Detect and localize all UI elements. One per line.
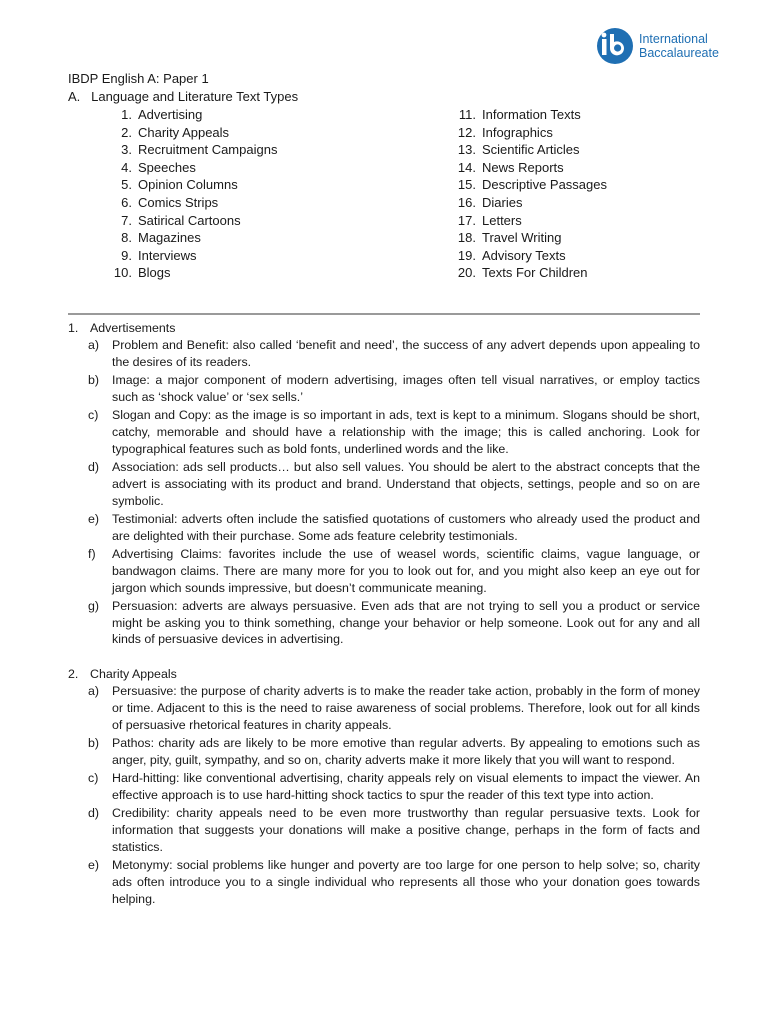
toc-label: Blogs xyxy=(138,265,171,281)
toc-label: Satirical Cartoons xyxy=(138,212,241,228)
ib-logo-wordmark xyxy=(639,32,719,60)
document-title: IBDP English A: Paper 1 xyxy=(68,71,209,86)
toc-num: 4. xyxy=(121,159,132,175)
list-text: Credibility: charity appeals need to be even more trustworthy than regular persuasive texts. Look for information that suggests your donations will make a positive change, perhaps in the form of facts and statistics. xyxy=(112,806,700,854)
toc-label: Charity Appeals xyxy=(138,124,230,140)
list-text: Problem and Benefit: also called ‘benefit and need’, the success of any advert depends upon appealing to the desires of its readers. xyxy=(112,337,700,369)
toc-item xyxy=(104,141,277,159)
toc-label: News Reports xyxy=(482,159,564,175)
toc-label: Magazines xyxy=(138,230,201,246)
toc-num: 18. xyxy=(457,230,476,246)
toc-item xyxy=(104,106,277,124)
list-marker: c) xyxy=(88,407,99,422)
section-title xyxy=(68,666,700,683)
section-title-text: Charity Appeals xyxy=(90,667,177,682)
section-number: 1. xyxy=(68,321,79,335)
toc-label: Advertising xyxy=(138,107,203,122)
toc-num: 8. xyxy=(121,230,132,246)
toc-num: 17. xyxy=(457,212,476,228)
list-text: Advertising Claims: favorites include the use of weasel words, scientific claims, vague language, or bandwagon claims. There are many more for you to look out for, and you might also keep an eye out for jargon which sounds impressive, but doesn’t communicate meaning. xyxy=(112,546,700,595)
list-marker: g) xyxy=(88,598,100,613)
list-text: Metonymy: social problems like hunger and poverty are too large for one person to help solve; so, charity ads often introduce you to a single individual who represents all those who your donation goes towards helping. xyxy=(112,858,700,906)
toc-item xyxy=(448,247,607,265)
toc-item xyxy=(104,229,277,247)
logo-line-1: International xyxy=(639,32,708,46)
toc-item xyxy=(104,194,277,212)
document-header xyxy=(68,70,298,105)
toc-item xyxy=(104,124,277,142)
toc-label: Texts For Children xyxy=(482,265,588,281)
list-marker: b) xyxy=(88,372,100,387)
toc-label: Interviews xyxy=(138,247,197,263)
ib-logo-icon xyxy=(594,26,636,66)
toc-label: Opinion Columns xyxy=(138,177,238,193)
list-item xyxy=(88,372,700,406)
list-text: Slogan and Copy: as the image is so important in ads, text is kept to a minimum. Slogans should be short, catchy, memorable and should have a relationship with the image; this is called anchoring. Look for typographical features such as bold fonts, underlined words and the like. xyxy=(112,407,700,456)
toc-num: 7. xyxy=(121,212,132,228)
toc-label: Scientific Articles xyxy=(482,142,580,158)
section-heading: A. Language and Literature Text Types xyxy=(68,88,299,104)
toc-label: Recruitment Campaigns xyxy=(138,142,278,158)
toc-num: 20. xyxy=(457,265,476,281)
list-item xyxy=(88,598,700,649)
toc-num: 2. xyxy=(121,124,132,140)
list-item xyxy=(88,407,700,458)
list-marker: b) xyxy=(88,736,100,751)
list-text: Pathos: charity ads are likely to be more emotive than regular adverts. By appealing to emotions such as anger, pity, guilt, sympathy, and so on, charity adverts make it more likely that you will want to respond. xyxy=(112,736,700,768)
toc-label: Information Texts xyxy=(482,107,581,122)
point-list xyxy=(88,337,700,648)
toc-item xyxy=(448,264,607,282)
toc-item xyxy=(448,176,607,194)
toc-num: 14. xyxy=(457,159,476,175)
section-number: 2. xyxy=(68,667,79,682)
list-item xyxy=(88,857,700,908)
toc-item xyxy=(448,124,607,142)
toc-num: 1. xyxy=(121,107,132,122)
toc-item xyxy=(448,159,607,177)
list-item xyxy=(88,770,700,804)
list-marker: d) xyxy=(88,806,100,821)
list-item xyxy=(88,735,700,769)
list-text: Persuasion: adverts are always persuasive. Even ads that are not trying to sell you a product or service might be asking you to think something, change your behavior or help someone. Look out for any and all kinds of persuasive devices in advertising. xyxy=(112,598,700,647)
toc-item xyxy=(104,247,277,265)
toc-item xyxy=(104,176,277,194)
list-text: Testimonial: adverts often include the satisfied quotations of customers who already used the product and are delighted with their purchase. Some ads feature celebrity testimonials. xyxy=(112,511,700,543)
list-item xyxy=(88,511,700,545)
toc-num: 10. xyxy=(113,265,132,281)
toc-left-column xyxy=(104,106,277,282)
toc-item xyxy=(104,264,277,282)
list-marker: c) xyxy=(88,771,99,786)
toc-item xyxy=(104,159,277,177)
toc-label: Infographics xyxy=(482,124,553,140)
list-marker: e) xyxy=(88,511,100,526)
toc-num: 3. xyxy=(121,142,132,158)
section-advertisements xyxy=(68,320,700,648)
list-text: Persuasive: the purpose of charity adverts is to make the reader take action, probably in the form of money or time. Adjacent to this is the need to raise awareness of social problems. Therefore, look out for all kinds of persuasive rhetorical features in charity appeals. xyxy=(112,684,700,733)
toc-label: Diaries xyxy=(482,194,523,210)
list-marker: a) xyxy=(88,684,100,699)
toc-label: Letters xyxy=(482,212,522,228)
list-item xyxy=(88,683,700,734)
list-text: Image: a major component of modern advertising, images often tell visual narratives, or employ tactics such as ‘shock value’ or ‘sex sells.’ xyxy=(112,372,700,404)
toc-item xyxy=(448,106,607,124)
toc-num: 6. xyxy=(121,194,132,210)
list-marker: f) xyxy=(88,546,96,561)
list-item xyxy=(88,805,700,856)
toc-num: 15. xyxy=(457,177,476,193)
toc-label: Descriptive Passages xyxy=(482,177,607,193)
toc-label: Advisory Texts xyxy=(482,247,566,263)
list-text: Hard-hitting: like conventional advertising, charity appeals rely on visual elements to impact the viewer. An effective approach is to use hard-hitting shock tactics to spur the reader of this text type into action. xyxy=(112,771,700,803)
toc-num: 16. xyxy=(457,194,476,210)
list-item xyxy=(88,337,700,371)
toc-item xyxy=(448,212,607,230)
section-title xyxy=(68,320,700,337)
list-marker: d) xyxy=(88,459,100,474)
toc-num: 5. xyxy=(121,177,132,193)
list-marker: a) xyxy=(88,337,100,352)
toc-label: Travel Writing xyxy=(482,230,562,246)
list-item xyxy=(88,459,700,510)
point-list xyxy=(88,683,700,908)
section-charity-appeals xyxy=(68,666,700,907)
toc-num: 9. xyxy=(121,247,132,263)
logo-line-2: Baccalaureate xyxy=(639,46,719,60)
toc-item xyxy=(448,194,607,212)
toc-label: Comics Strips xyxy=(138,194,219,210)
toc-num: 11. xyxy=(458,107,476,122)
document-body xyxy=(68,320,700,926)
ib-logo xyxy=(594,26,744,66)
list-marker: e) xyxy=(88,858,100,873)
toc-num: 19. xyxy=(457,247,476,263)
list-item xyxy=(88,546,700,597)
toc-right-column xyxy=(448,106,607,282)
toc-num: 13. xyxy=(457,142,476,158)
toc-item xyxy=(448,229,607,247)
list-text: Association: ads sell products… but also sell values. You should be alert to the abstract concepts that the advert is associating with its product and brand. Understand that objects, settings, people and so on are symbolic. xyxy=(112,459,700,508)
section-divider xyxy=(68,313,700,315)
toc-num: 12. xyxy=(457,124,476,140)
toc-item xyxy=(104,212,277,230)
section-title-text: Advertisements xyxy=(90,321,176,335)
toc-item xyxy=(448,141,607,159)
toc-label: Speeches xyxy=(138,159,196,175)
